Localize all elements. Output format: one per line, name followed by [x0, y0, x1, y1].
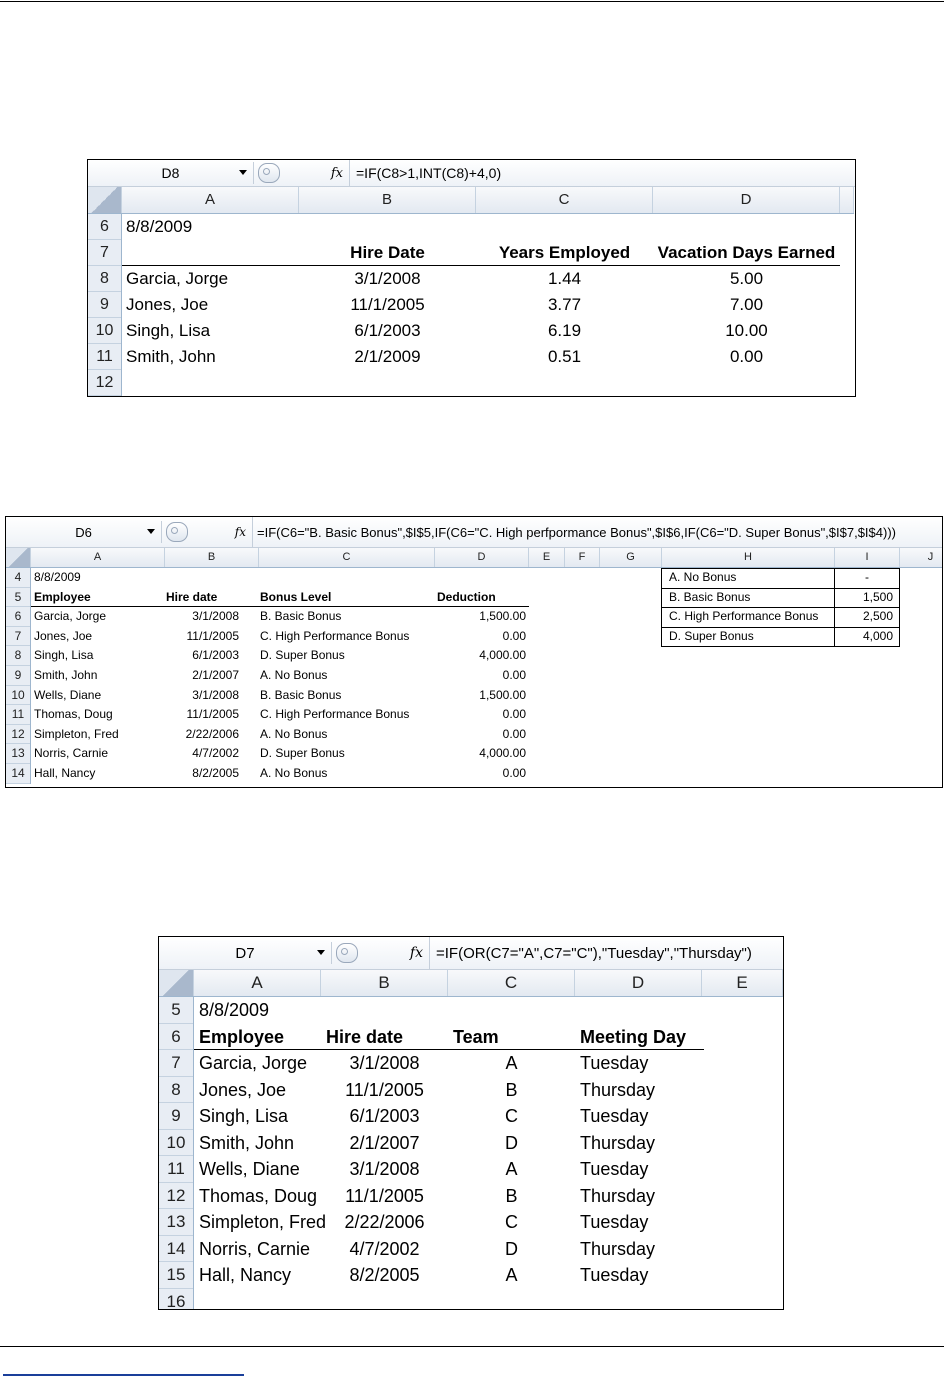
- col-header-d[interactable]: D: [653, 187, 840, 213]
- chevron-down-icon[interactable]: [317, 950, 325, 955]
- row-header[interactable]: 6: [159, 1024, 193, 1051]
- row-header[interactable]: 8: [159, 1077, 193, 1104]
- row-header[interactable]: 10: [159, 1130, 193, 1157]
- name-box-value: D7: [235, 944, 255, 962]
- name-box-value: D8: [161, 165, 180, 181]
- fx-icon[interactable]: fx: [358, 937, 430, 969]
- date-cell[interactable]: 8/8/2009: [34, 570, 81, 584]
- row-header[interactable]: 6: [6, 607, 30, 627]
- page-bottom-rule: [0, 1346, 944, 1347]
- row-header[interactable]: 10: [6, 686, 30, 706]
- header-deduction[interactable]: Deduction: [437, 589, 496, 604]
- row-header[interactable]: 7: [6, 627, 30, 647]
- col-header-e[interactable]: E: [702, 970, 783, 996]
- row-header[interactable]: 7: [159, 1050, 193, 1077]
- formula-bar: [6, 517, 942, 548]
- row-header[interactable]: 13: [159, 1209, 193, 1236]
- col-header-i[interactable]: I: [835, 548, 900, 567]
- date-cell[interactable]: 8/8/2009: [126, 217, 193, 236]
- row-header[interactable]: 16: [159, 1289, 193, 1311]
- col-header-d[interactable]: D: [575, 970, 702, 996]
- row-header[interactable]: 9: [6, 666, 30, 686]
- header-years-employed[interactable]: Years Employed: [498, 243, 631, 262]
- row-header[interactable]: 6: [88, 214, 121, 240]
- formula-text[interactable]: =IF(OR(C7="A",C7="C"),"Tuesday","Thursday"): [436, 944, 752, 962]
- name-box-value: D6: [75, 524, 92, 540]
- col-header-e[interactable]: E: [529, 548, 565, 567]
- formula-bar-handle-icon[interactable]: [258, 163, 280, 183]
- row-header[interactable]: 14: [159, 1236, 193, 1263]
- name-box[interactable]: [159, 942, 332, 964]
- col-header-b[interactable]: B: [165, 548, 259, 567]
- row-header[interactable]: 14: [6, 764, 30, 784]
- header-hire-date[interactable]: Hire date: [326, 1026, 404, 1047]
- column-headers: [159, 970, 783, 997]
- select-all-corner[interactable]: [88, 187, 122, 213]
- row-header[interactable]: 13: [6, 744, 30, 764]
- row-headers: [88, 214, 122, 396]
- col-header-a[interactable]: A: [194, 970, 321, 996]
- formula-bar-handle-icon[interactable]: [166, 522, 188, 542]
- formula-text[interactable]: =IF(C8>1,INT(C8)+4,0): [356, 165, 502, 181]
- header-hire-date[interactable]: Hire Date: [350, 243, 425, 262]
- col-header-c[interactable]: C: [476, 187, 653, 213]
- col-header-h[interactable]: H: [662, 548, 835, 567]
- footnote-link-underline[interactable]: [3, 1374, 244, 1376]
- row-header[interactable]: 11: [159, 1156, 193, 1183]
- row-header[interactable]: 11: [88, 344, 121, 370]
- formula-bar-handle-icon[interactable]: [336, 943, 358, 963]
- row-header[interactable]: 5: [6, 588, 30, 608]
- fx-icon[interactable]: fx: [188, 517, 253, 547]
- row-header[interactable]: 7: [88, 240, 121, 266]
- formula-bar: [88, 160, 855, 187]
- header-meeting-day[interactable]: Meeting Day: [580, 1026, 687, 1047]
- name-box[interactable]: [6, 521, 162, 543]
- fx-icon[interactable]: fx: [280, 160, 350, 186]
- select-all-corner[interactable]: [159, 970, 194, 996]
- row-header[interactable]: 12: [159, 1183, 193, 1210]
- col-header-blank: [840, 187, 854, 213]
- header-hire-date[interactable]: Hire date: [166, 589, 218, 604]
- col-header-b[interactable]: B: [321, 970, 448, 996]
- row-header[interactable]: 8: [6, 646, 30, 666]
- header-employee[interactable]: Employee: [199, 1026, 285, 1047]
- select-all-corner[interactable]: [6, 548, 31, 567]
- col-header-g[interactable]: G: [600, 548, 662, 567]
- row-header[interactable]: 11: [6, 705, 30, 725]
- chevron-down-icon[interactable]: [239, 170, 247, 175]
- row-header[interactable]: 12: [88, 370, 121, 396]
- col-header-d[interactable]: D: [435, 548, 529, 567]
- column-headers: [6, 548, 943, 568]
- column-headers: [88, 187, 854, 214]
- page-top-rule: [0, 1, 944, 2]
- spreadsheet-screenshot-1: D8 fx =IF(C8>1,INT(C8)+4,0) A B C D 6 7 8 9 10 11 12 8/8/2009 Hire Date Years Employed Vacation Days Earned Garcia, Jorge 3/1/2008 1.44 5.00 Jones, Joe 11/1/2005 3.77 7.00 Singh, Lisa 6/1/2003 6.19 10.00 Smith, John 2/1/2009 0.51 0.00: [87, 159, 856, 397]
- row-header[interactable]: 5: [159, 997, 193, 1024]
- row-header[interactable]: 9: [159, 1103, 193, 1130]
- header-employee[interactable]: Employee: [34, 589, 91, 604]
- col-header-f[interactable]: F: [565, 548, 600, 567]
- formula-text[interactable]: =IF(C6="B. Basic Bonus",$I$5,IF(C6="C. High perfpormance Bonus",$I$6,IF(C6="D. Super Bonus",$I$7,$I$4))): [257, 524, 896, 540]
- spreadsheet-screenshot-2: D6 fx =IF(C6="B. Basic Bonus",$I$5,IF(C6="C. High perfpormance Bonus",$I$6,IF(C6="D. Super Bonus",$I$7,$I$4))) A B C D E F G H I J 4 5 6 7 8 9 10 11 12 13 14 8/8/2009 Employee Hire date Bonus Level Deduction Garcia, Jorge 3/1/2008 B. Basic Bonus 1,500.00 Jones, Joe 11/1/2005 C. High Performance Bonus 0.00 Singh, Lisa 6/1/2003 D. Super Bonus 4,000.00 Smith, John 2/1/2007 A. No Bonus 0.00 Wells, Diane 3/1/2008 B. Basic Bonus 1,500.00 Thomas, Doug 11/1/2005 C. High Performance Bonus 0.00 Simpleton, Fred 2/22/2006 A. No Bonus 0.00 Norris, Carnie 4/7/2002 D. Super Bonus 4,000.00 Hall, Nancy 8/2/2005 A. No Bonus 0.00 A. No Bonus - B. Basic Bonus 1,500 C. High Performance Bonus 2,500 D. Super Bonus 4,000: [5, 516, 943, 788]
- row-header[interactable]: 4: [6, 568, 30, 588]
- row-header[interactable]: 15: [159, 1262, 193, 1289]
- col-header-b[interactable]: B: [299, 187, 476, 213]
- row-header[interactable]: 12: [6, 725, 30, 745]
- col-header-j[interactable]: J: [900, 548, 943, 567]
- row-headers: [6, 568, 31, 784]
- row-header[interactable]: 8: [88, 266, 121, 292]
- col-header-c[interactable]: C: [448, 970, 575, 996]
- col-header-a[interactable]: A: [31, 548, 165, 567]
- formula-bar: [159, 937, 783, 970]
- date-cell[interactable]: 8/8/2009: [199, 1000, 270, 1020]
- name-box[interactable]: [88, 162, 254, 184]
- header-team[interactable]: Team: [453, 1026, 499, 1047]
- col-header-a[interactable]: A: [122, 187, 299, 213]
- row-headers: [159, 997, 194, 1310]
- row-header[interactable]: 10: [88, 318, 121, 344]
- header-bonus-level[interactable]: Bonus Level: [260, 589, 332, 604]
- spreadsheet-screenshot-3: D7 fx =IF(OR(C7="A",C7="C"),"Tuesday","Thursday") A B C D E 5 6 7 8 9 10 11 12 13 14 15 16 8/8/2009 Employee Hire date Team Meeting Day Garcia, Jorge 3/1/2008 A Tuesday Jones, Joe 11/1/2005 B Thursday Singh, Lisa 6/1/2003 C Tuesday Smith, John 2/1/2007 D Thursday Wells, Diane 3/1/2008 A Tuesday Thomas, Doug 11/1/2005 B Thursday Simpleton, Fred 2/22/2006 C Tuesday Norris, Carnie 4/7/2002 D Thursday Hall, Nancy 8/2/2005 A Tuesday: [158, 936, 784, 1310]
- row-header[interactable]: 9: [88, 292, 121, 318]
- chevron-down-icon[interactable]: [147, 529, 155, 534]
- col-header-c[interactable]: C: [259, 548, 435, 567]
- header-vacation-days[interactable]: Vacation Days Earned: [657, 243, 836, 262]
